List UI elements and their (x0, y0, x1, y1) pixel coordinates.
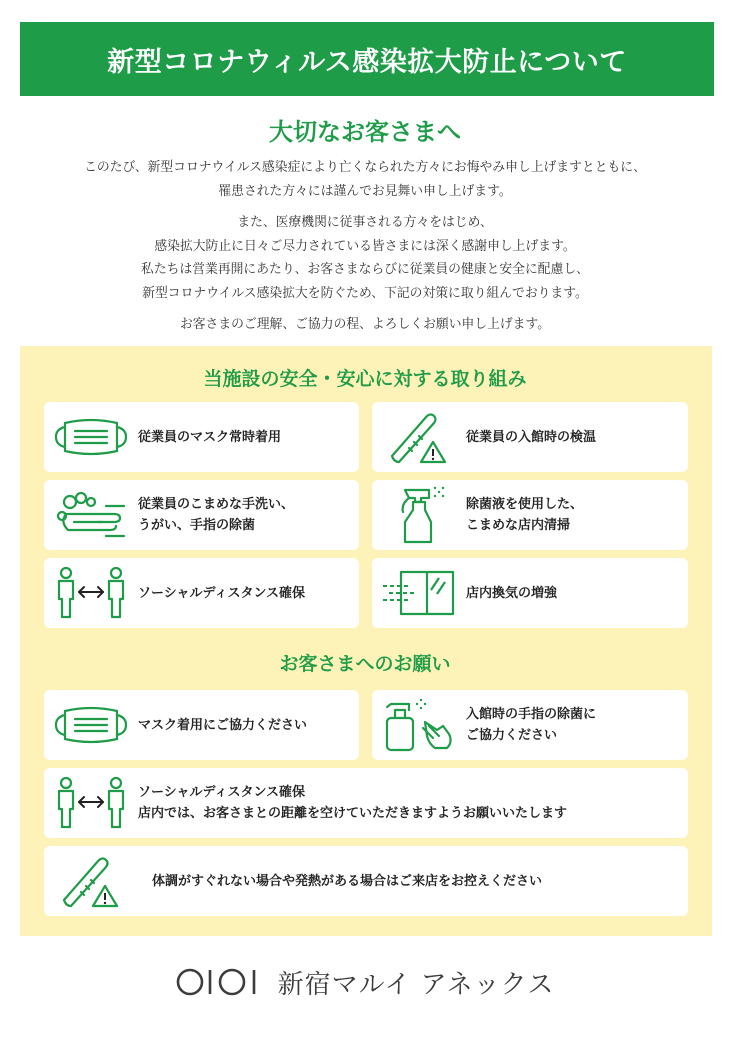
card-label: マスク着用にご協力ください (138, 717, 308, 733)
condolence-paragraph (30, 156, 700, 203)
request-card-sanitize (372, 690, 688, 760)
paragraph-line: 感染拡大防止に日々ご尽力されている皆さまには深く感謝申し上げます。 (154, 238, 576, 254)
card-label: 除菌液を使用した、 (466, 497, 584, 512)
paragraph-line: また、医療機関に従事される方々をはじめ、 (237, 215, 493, 230)
social-distance-icon (44, 768, 138, 838)
header-banner (20, 22, 714, 96)
footer (0, 962, 730, 1002)
request-card-health (44, 846, 688, 916)
gratitude-paragraph (30, 211, 700, 305)
card-label: こまめな店内清掃 (466, 518, 571, 533)
card-label: うがい、手指の除菌 (138, 518, 256, 533)
paragraph-line: 私たちは営業再開にあたり、お客さまならびに従業員の健康と安全に配慮し、 (141, 262, 589, 277)
social-distance-icon (44, 558, 138, 628)
facility-measures-title: 当施設の安全・安心に対する取り組み (203, 368, 527, 390)
measure-card-cleaning (372, 480, 688, 550)
spray-bottle-icon (372, 480, 466, 550)
card-label: ご協力ください (466, 728, 558, 743)
mask-icon (44, 690, 138, 760)
page-title: 新型コロナウィルス感染拡大防止について (107, 46, 627, 78)
handwash-icon (44, 480, 138, 550)
measure-card-handwashing (44, 480, 359, 550)
paragraph-line: 新型コロナウイルス感染拡大を防ぐため、下記の対策に取り組んでおります。 (142, 285, 588, 301)
thermometer-icon (372, 402, 466, 472)
greeting-heading: 大切なお客さまへ (269, 118, 461, 146)
card-label: 入館時の手指の除菌に (466, 707, 597, 722)
paragraph-line: このたび、新型コロナウイルス感染症により亡くなられた方々にお悔やみ申し上げますとともに、 (84, 160, 646, 175)
customer-requests-title: お客さまへのお願い (279, 653, 451, 675)
card-label: 体調がすぐれない場合や発熱がある場合はご来店をお控えください (152, 873, 543, 889)
store-name: 新宿マルイ アネックス (277, 969, 555, 1000)
marui-logo (176, 967, 268, 997)
mask-icon (44, 402, 138, 472)
thermometer-icon (44, 846, 138, 916)
card-label: 従業員の入館時の検温 (466, 429, 597, 445)
measure-card-staff-mask (44, 402, 359, 472)
ventilation-icon (372, 558, 466, 628)
card-label: ソーシャルディスタンス確保 (138, 585, 306, 601)
measure-card-temperature (372, 402, 688, 472)
card-label: 従業員のマスク常時着用 (138, 429, 282, 445)
card-label: 従業員のこまめな手洗い、 (138, 497, 295, 512)
card-label: ソーシャルディスタンス確保 (138, 785, 306, 800)
request-paragraph: お客さまのご理解、ご協力の程、よろしくお願い申し上げます。 (179, 317, 551, 332)
measure-card-ventilation (372, 558, 688, 628)
sanitizer-icon (372, 690, 466, 760)
card-label: 店内では、お客さまとの距離を空けていただきますようお願いいたします (138, 806, 568, 821)
request-card-distance (44, 768, 688, 838)
paragraph-line: 罹患された方々には謹んでお見舞い申し上げます。 (218, 183, 512, 199)
request-card-mask (44, 690, 359, 760)
measure-card-distance (44, 558, 359, 628)
card-label: 店内換気の増強 (466, 585, 558, 601)
